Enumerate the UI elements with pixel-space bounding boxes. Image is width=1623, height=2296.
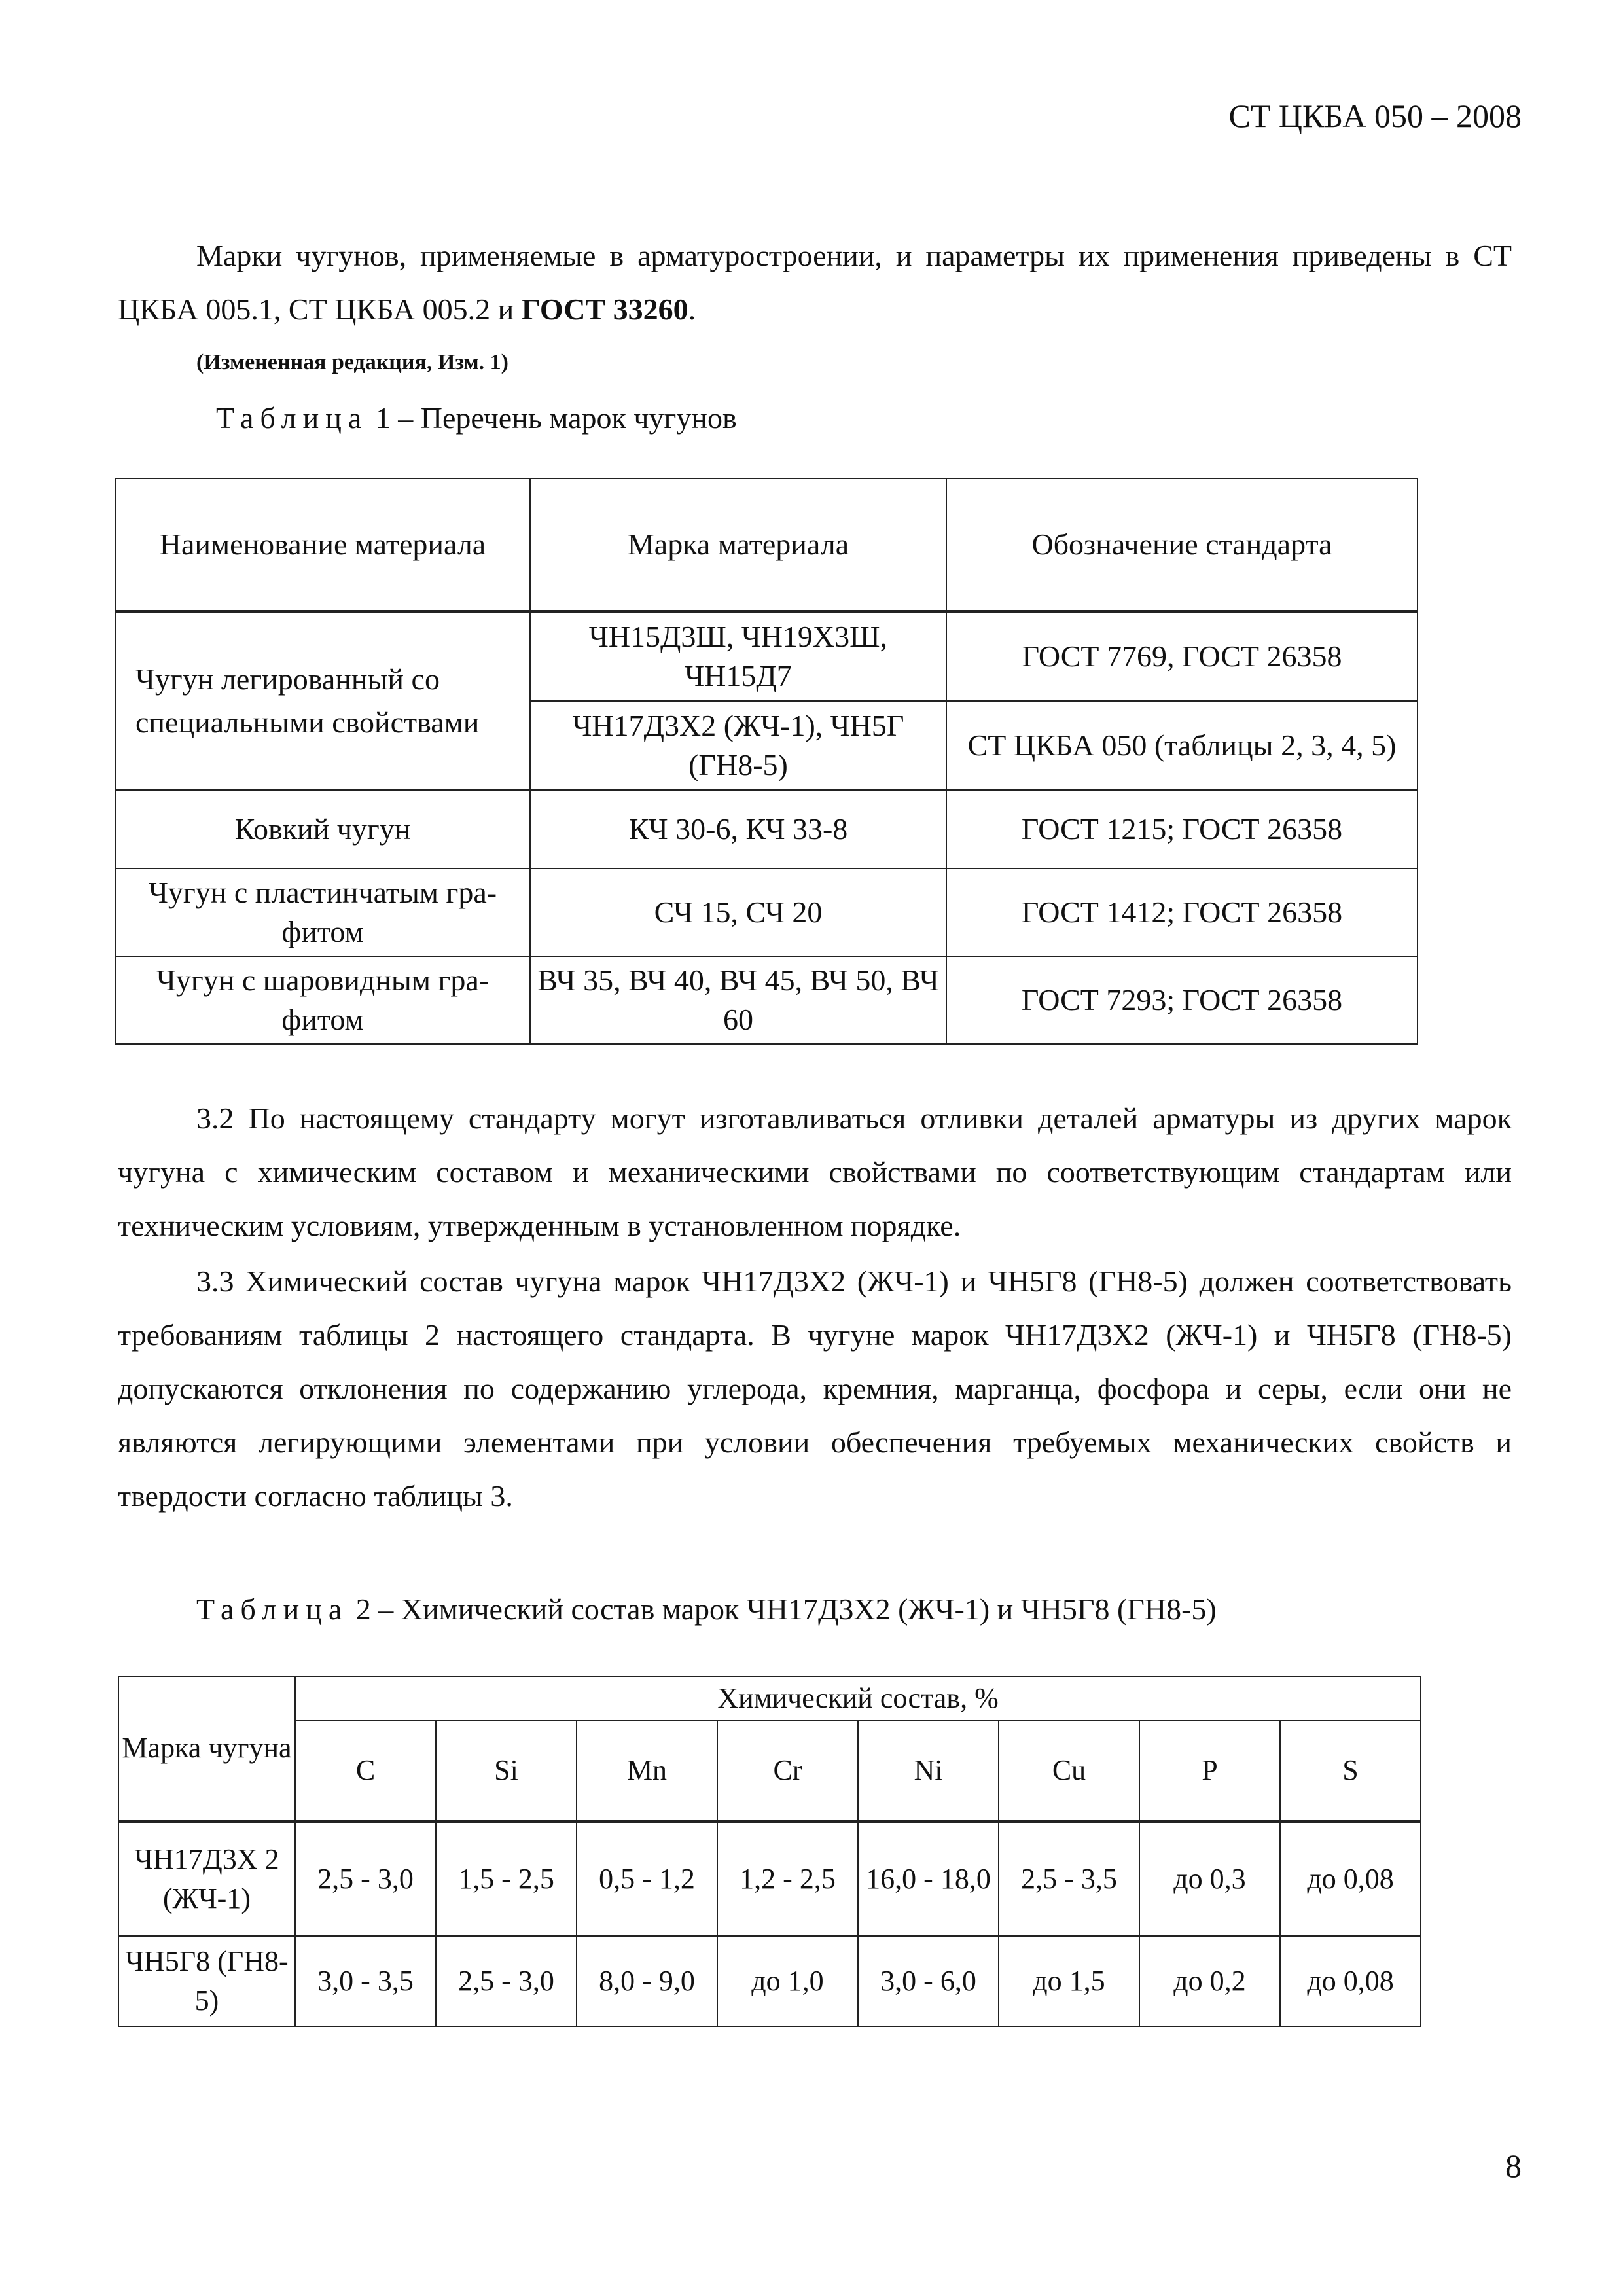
table1-header-cell: Обозначение стандарта: [946, 478, 1418, 612]
table1-header-cell: Марка материала: [530, 478, 946, 612]
table1-material-name: Ковкий чугун: [115, 790, 530, 869]
paragraph-3-2: 3.2 По настоящему стандарту могут изготавливаться отливки деталей арматуры из других марок чугуна с химическим составом и механическими свойствами по соответствующим стандартам или техническим условиям, утвержденным в установленном порядке.: [118, 1102, 1512, 1242]
table1-grade-cell: ЧН15Д3Ш, ЧН19Х3Ш, ЧН15Д7: [530, 612, 946, 701]
table-row: [115, 869, 1418, 956]
table-chemical-composition: [118, 1676, 1421, 2027]
table1-grade-cell: КЧ 30-6, КЧ 33-8: [530, 790, 946, 869]
value-cell: 2,5 - 3,5: [999, 1821, 1139, 1936]
element-header: Si: [436, 1721, 577, 1821]
value-cell: до 0,2: [1139, 1936, 1280, 2026]
table1-grade-cell: ВЧ 35, ВЧ 40, ВЧ 45, ВЧ 50, ВЧ 60: [530, 956, 946, 1044]
document-header: СТ ЦКБА 050 – 2008: [1228, 98, 1522, 134]
table-row: [118, 1936, 1421, 2026]
table2-grade-header: Марка чугуна: [118, 1676, 295, 1821]
value-cell: 1,5 - 2,5: [436, 1821, 577, 1936]
page-number: 8: [1505, 2147, 1522, 2184]
table-row: [118, 1821, 1421, 1936]
value-cell: до 1,0: [717, 1936, 858, 2026]
table1-standard-cell: ГОСТ 7769, ГОСТ 26358: [946, 612, 1418, 701]
table-row: [115, 956, 1418, 1044]
table1-caption-text: 1 – Перечень марок чугунов: [368, 401, 737, 435]
grade-cell: ЧН17Д3Х 2 (ЖЧ-1): [118, 1821, 295, 1936]
table1-standard-cell: ГОСТ 1412; ГОСТ 26358: [946, 869, 1418, 956]
value-cell: 0,5 - 1,2: [577, 1821, 717, 1936]
table1-material-name: Чугун с шаровидным гра-фитом: [115, 956, 530, 1044]
element-header: Cr: [717, 1721, 858, 1821]
intro-end: .: [688, 293, 696, 326]
table1-header-cell: Наименование материала: [115, 478, 530, 612]
value-cell: 2,5 - 3,0: [436, 1936, 577, 2026]
change-note: (Измененная редакция, Изм. 1): [196, 350, 508, 374]
table1-caption: [216, 401, 737, 435]
value-cell: до 0,08: [1280, 1936, 1421, 2026]
element-header: Mn: [577, 1721, 717, 1821]
value-cell: до 1,5: [999, 1936, 1139, 2026]
intro-paragraph: [118, 229, 1512, 336]
element-header: Cu: [999, 1721, 1139, 1821]
table1-standard-cell: ГОСТ 7293; ГОСТ 26358: [946, 956, 1418, 1044]
table1-material-name: Чугун с пластинчатым гра-фитом: [115, 869, 530, 956]
element-header: S: [1280, 1721, 1421, 1821]
table2-group-header: Химический состав, %: [295, 1676, 1421, 1721]
table2-caption-prefix: Таблица: [196, 1592, 349, 1626]
element-header: P: [1139, 1721, 1280, 1821]
paragraph-3-3: 3.3 Химический состав чугуна марок ЧН17Д3Х2 (ЖЧ-1) и ЧН5Г8 (ГН8-5) должен соответствовать требованиям таблицы 2 настоящего стандарта. В чугуне марок ЧН17Д3Х2 (ЖЧ-1) и ЧН5Г8 (ГН8-5) допускаются отклонения по содержанию углерода, кремния, марганца, фосфора и серы, если они не являются легирующими элементами при условии обеспечения требуемых механических свойств и твердости согласно таблицы 3.: [118, 1265, 1512, 1513]
table2-element-row: [118, 1721, 1421, 1821]
table1-header-row: [115, 478, 1418, 612]
value-cell: до 0,08: [1280, 1821, 1421, 1936]
value-cell: до 0,3: [1139, 1821, 1280, 1936]
value-cell: 1,2 - 2,5: [717, 1821, 858, 1936]
table1-material-name: Чугун легированный со специальными свойствами: [115, 612, 530, 790]
grade-cell: ЧН5Г8 (ГН8-5): [118, 1936, 295, 2026]
table2-caption: [196, 1592, 1217, 1626]
table1-grade-cell: СЧ 15, СЧ 20: [530, 869, 946, 956]
table1-grade-cell: ЧН17Д3Х2 (ЖЧ-1), ЧН5Г (ГН8-5): [530, 701, 946, 790]
table2-header-row: [118, 1676, 1421, 1721]
intro-text: Марки чугунов, применяемые в арматуростроении, и параметры их применения приведены в СТ ЦКБА 005.1, СТ ЦКБА 005.2 и: [118, 239, 1512, 326]
value-cell: 3,0 - 6,0: [858, 1936, 999, 2026]
value-cell: 16,0 - 18,0: [858, 1821, 999, 1936]
element-header: C: [295, 1721, 436, 1821]
table-cast-iron-grades: [115, 478, 1418, 1045]
value-cell: 3,0 - 3,5: [295, 1936, 436, 2026]
intro-bold-reference: ГОСТ 33260: [521, 293, 688, 326]
table1-caption-prefix: Таблица: [216, 401, 368, 435]
table-row: [115, 612, 1418, 701]
value-cell: 2,5 - 3,0: [295, 1821, 436, 1936]
table1-standard-cell: СТ ЦКБА 050 (таблицы 2, 3, 4, 5): [946, 701, 1418, 790]
table1-standard-cell: ГОСТ 1215; ГОСТ 26358: [946, 790, 1418, 869]
value-cell: 8,0 - 9,0: [577, 1936, 717, 2026]
element-header: Ni: [858, 1721, 999, 1821]
table2-caption-text: 2 – Химический состав марок ЧН17Д3Х2 (ЖЧ-1) и ЧН5Г8 (ГН8-5): [348, 1592, 1217, 1626]
table-row: [115, 790, 1418, 869]
